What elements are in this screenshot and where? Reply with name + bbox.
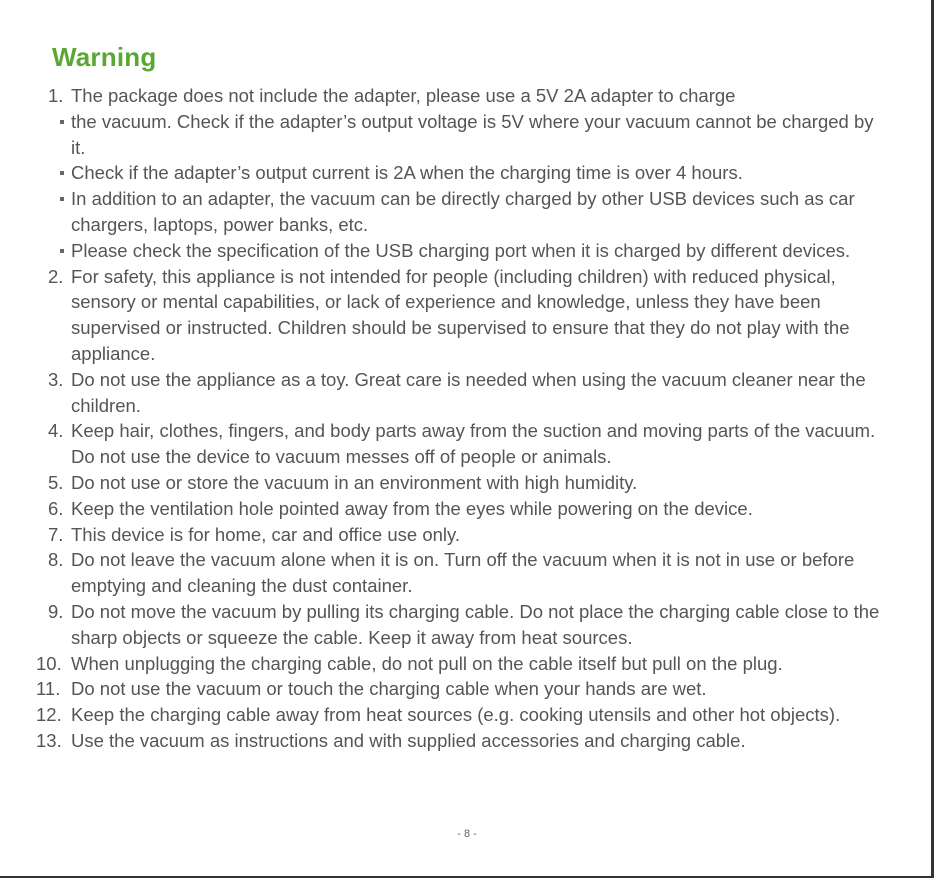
bullet-icon: [60, 120, 64, 124]
item-text: This device is for home, car and office use only.: [71, 523, 461, 545]
item-text: Keep hair, clothes, fingers, and body parts away from the suction and moving parts of the vacuum. Do not use the device to vacuum messes off of people or animals.: [71, 420, 876, 468]
list-item: [48, 522, 880, 548]
warning-title: Warning: [52, 42, 157, 72]
item-number: 3.: [48, 368, 64, 390]
list-item: [48, 367, 880, 419]
item-text: Keep the charging cable away from heat sources (e.g. cooking utensils and other hot objects).: [71, 704, 841, 726]
list-item: [48, 418, 880, 470]
sub-list-item: [48, 238, 880, 264]
item-number: 2.: [48, 265, 64, 287]
item-number: 5.: [48, 471, 64, 493]
page-number: - 8 -: [457, 828, 477, 840]
bullet-icon: [60, 197, 64, 201]
sub-list-item: [48, 109, 880, 161]
list-item: [48, 470, 880, 496]
list-item: [36, 676, 880, 702]
item-number: 6.: [48, 497, 64, 519]
list-item: [48, 599, 880, 651]
sub-item-text: the vacuum. Check if the adapter’s output voltage is 5V where your vacuum cannot be charged by it.: [71, 110, 874, 158]
item-number: 12.: [36, 704, 62, 726]
list-item: [36, 728, 880, 754]
item-text: Keep the ventilation hole pointed away from the eyes while powering on the device.: [71, 497, 753, 519]
item-number: 4.: [48, 420, 64, 442]
item-text: Do not use or store the vacuum in an environment with high humidity.: [71, 471, 638, 493]
bullet-icon: [60, 249, 64, 253]
item-text: Do not use the appliance as a toy. Great care is needed when using the vacuum cleaner near the children.: [71, 368, 866, 416]
item-number: 1.: [48, 85, 64, 106]
bullet-icon: [60, 171, 64, 175]
item-text: Do not move the vacuum by pulling its charging cable. Do not place the charging cable close to the sharp objects or squeeze the cable. Keep it away from heat sources.: [71, 600, 880, 648]
item-text: Do not leave the vacuum alone when it is on. Turn off the vacuum when it is not in use or before emptying and cleaning the dust container.: [71, 549, 855, 597]
list-item: [48, 264, 880, 367]
sub-item-text: Please check the specification of the USB charging port when it is charged by different devices.: [71, 239, 851, 261]
item-text: When unplugging the charging cable, do not pull on the cable itself but pull on the plug.: [71, 652, 783, 674]
item-text: The package does not include the adapter, please use a 5V 2A adapter to charge: [71, 85, 736, 106]
list-item: [36, 651, 880, 677]
item-text: Do not use the vacuum or touch the charging cable when your hands are wet.: [71, 678, 707, 700]
item-number: 13.: [36, 729, 62, 751]
item-number: 11.: [36, 678, 61, 700]
item-number: 8.: [48, 549, 64, 571]
sub-item-text: Check if the adapter’s output current is 2A when the charging time is over 4 hours.: [71, 162, 743, 184]
list-item: [48, 496, 880, 522]
warning-list: [36, 83, 880, 754]
list-item: [36, 702, 880, 728]
item-text: Use the vacuum as instructions and with supplied accessories and charging cable.: [71, 729, 746, 751]
sub-item-text: In addition to an adapter, the vacuum can be directly charged by other USB devices such as car chargers, laptops, power banks, etc.: [71, 188, 855, 235]
item-text: For safety, this appliance is not intended for people (including children) with reduced physical, sensory or mental capabilities, or lack of experience and knowledge, unless they have been supervised or instructed. Children should be supervised to ensure that they do not play with the appliance.: [71, 265, 850, 364]
sub-list-item: [48, 160, 880, 186]
item-number: 9.: [48, 600, 64, 622]
sub-list-item: [48, 186, 880, 238]
item-number: 7.: [48, 523, 64, 545]
list-item: [48, 83, 880, 109]
item-number: 10.: [36, 652, 62, 674]
list-item: [48, 547, 880, 599]
